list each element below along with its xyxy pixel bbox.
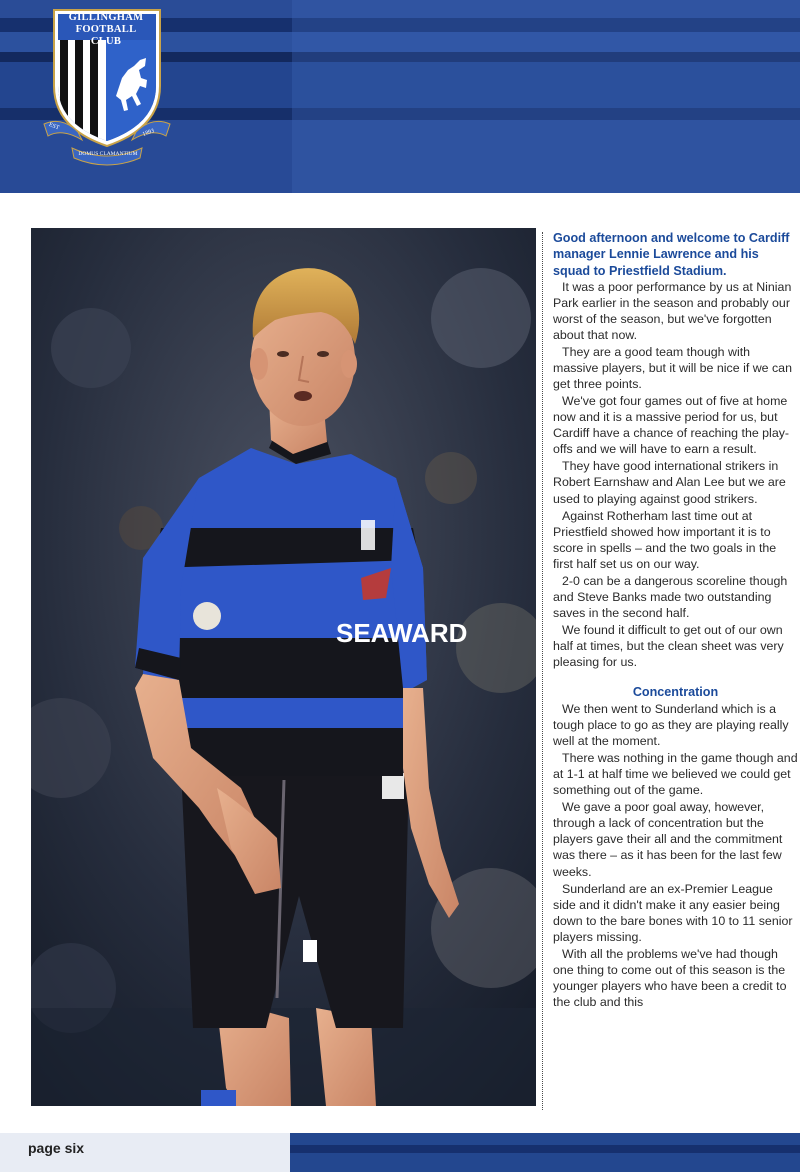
article-paragraph: They have good international strikers in Robert Earnshaw and Alan Lee but we are used to playing against good strikers.: [553, 459, 786, 506]
article-paragraph: There was nothing in the game though and at 1-1 at half time we believed we could get something out of the game.: [553, 751, 798, 798]
crest-name-line1: GILLINGHAM: [68, 12, 144, 23]
article-body-part2: [553, 701, 798, 1010]
article-paragraph: We found it difficult to get out of our own half at times, but the clean sheet was very pleasing for us.: [553, 622, 784, 669]
article-paragraph: 2-0 can be a dangerous scoreline though and Steve Banks made two outstanding saves in the second half.: [553, 573, 788, 620]
club-crest: [42, 8, 172, 168]
article-paragraph: We've got four games out of five at home now and it is a massive period for us, but Cardiff have a chance of reaching the play-offs and we will have to earn a result.: [553, 394, 790, 457]
shirt-sponsor-text: SEAWARD: [336, 618, 468, 648]
crest-name-line2: FOOTBALL CLUB: [75, 24, 137, 47]
player-photo-image: [31, 228, 536, 1106]
article-paragraph: Against Rotherham last time out at Priestfield showed how important it is to score in spells – and the two goals in the first half set us on our way.: [553, 508, 777, 571]
header-band: [0, 0, 800, 193]
player-photo: [31, 228, 536, 1106]
column-divider: [542, 232, 543, 1110]
article-paragraph: They are a good team though with massive players, but it will be nice if we can get three points.: [553, 345, 792, 392]
article-paragraph: We then went to Sunderland which is a tough place to go as they are playing really well at the moment.: [553, 702, 789, 749]
crest-est-label: EST: [47, 122, 60, 132]
article-paragraph: Sunderland are an ex-Premier League side and it didn't make it any easier being down to the bare bones with 10 to 11 senior players missing.: [553, 881, 793, 944]
article-paragraph: It was a poor performance by us at Ninian Park earlier in the season and probably our worst of the season, but we've forgotten about that now.: [553, 279, 792, 343]
article-column: [553, 230, 798, 1010]
article-intro: Good afternoon and welcome to Cardiff manager Lennie Lawrence and his squad to Priestfield Stadium.: [553, 231, 790, 278]
article-paragraph: With all the problems we've had though one thing to come out of this season is the younger players who have been a credit to the club and this: [553, 946, 787, 1009]
footer-band: [0, 1133, 800, 1172]
footer-stripe: [290, 1145, 800, 1153]
header-tartan-band: [292, 0, 800, 193]
crest-club-name: [60, 12, 152, 48]
article-body-part1: [553, 279, 798, 670]
crest-motto: DOMUS CLAMANTIUM: [78, 151, 138, 157]
article-paragraph: We gave a poor goal away, however, through a lack of concentration but the players gave their all and the commitment was there – as it has been for the last few weeks.: [553, 800, 783, 879]
article-subheading: Concentration: [632, 685, 719, 700]
page-number-label: page six: [28, 1140, 85, 1156]
crest-year-label: 1893: [141, 128, 156, 138]
